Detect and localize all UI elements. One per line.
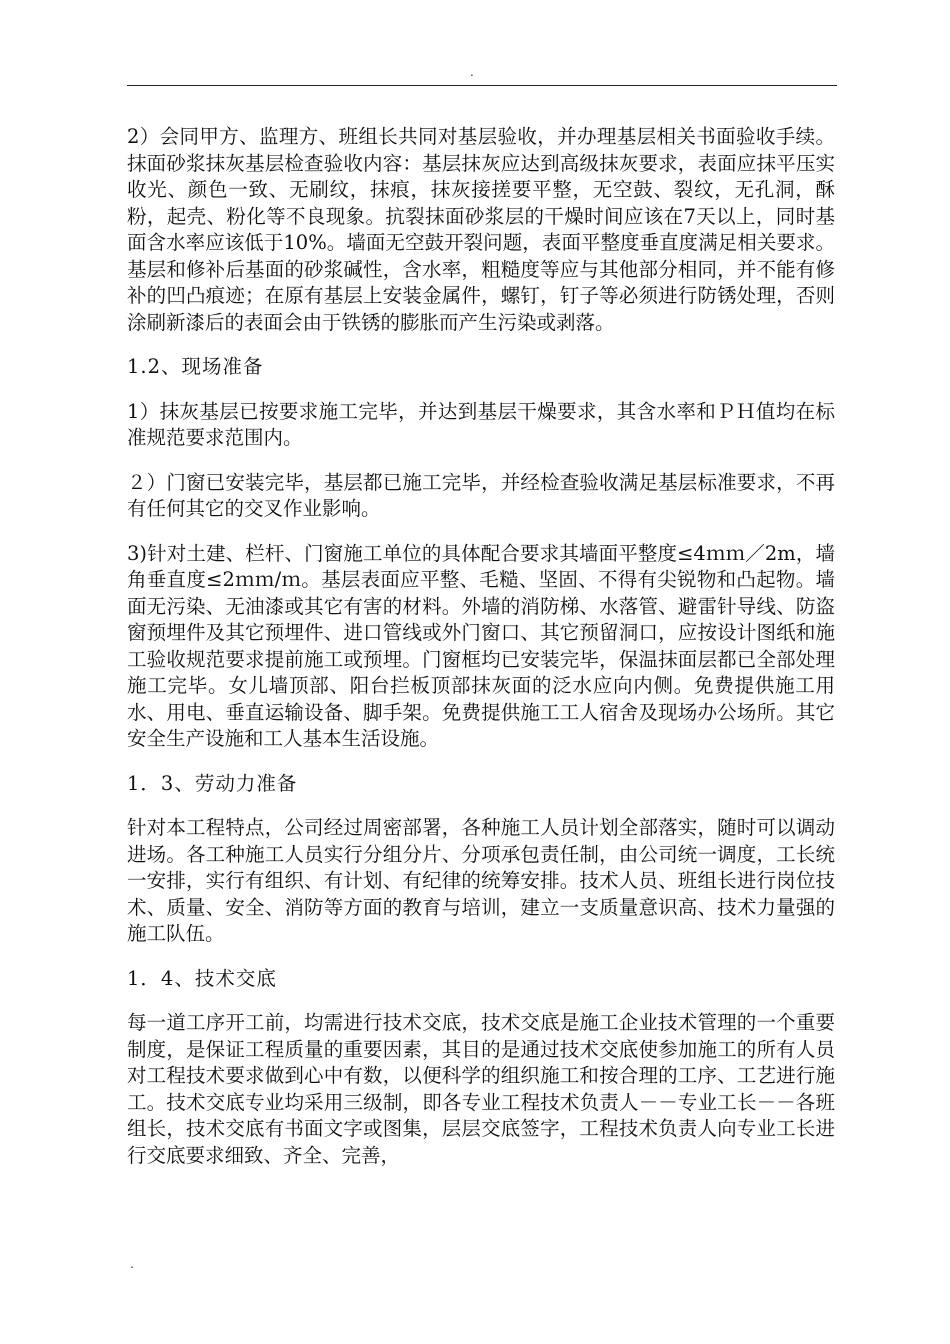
paragraph-coordination: 3)针对土建、栏杆、门窗施工单位的具体配合要求其墙面平整度≤4ｍｍ／2m，墙角垂直度≤2ｍｍ/ｍ。基层表面应平整、毛糙、坚固、不得有尖锐物和凸起物。墙面无污染、无油漆或其它有害的材料。外墙的消防梯、水落管、避雷针导线、防盗窗预埋件及其它预埋件、进口管线或外门窗口、其它预留洞口，应按设计图纸和施工验收规范要求提前施工或预埋。门窗框均已安装完毕，保温抹面层都已全部处理施工完毕。女儿墙顶部、阳台拦板顶部抹灰面的泛水应向内侧。免费提供施工用水、用电、垂直运输设备、脚手架。免费提供施工工人宿舍及现场办公场所。其它安全生产设施和工人基本生活设施。 — [127, 541, 835, 750]
header-rule — [127, 85, 837, 86]
paragraph-technical-briefing: 每一道工序开工前，均需进行技术交底，技术交底是施工企业技术管理的一个重要制度，是保证工程质量的重要因素，其目的是通过技术交底使参加施工的所有人员对工程技术要求做到心中有数，以便科学的组织施工和按合理的工序、工艺进行施工。技术交底专业均采用三级制，即各专业工程技术负责人－－专业工长－－各班组长，技术交底有书面文字或图集，层层交底签字，工程技术负责人向专业工长进行交底要求细致、齐全、完善， — [127, 1011, 835, 1167]
section-heading-site-preparation: 1.2、现场准备 — [127, 355, 264, 378]
paragraph-labor: 针对本工程特点，公司经过周密部署，各种施工人员计划全部落实，随时可以调动进场。各工种施工人员实行分组分片、分项承包责任制，由公司统一调度，工长统一安排，实行有组织、有计划、有纪律的统筹安排。技术人员、班组长进行岗位技术、质量、安全、消防等方面的教育与培训，建立一支质量意识高、技术力量强的施工队伍。 — [127, 816, 835, 945]
document-body — [127, 124, 835, 1169]
paragraph-base-layer: 1）抹灰基层已按要求施工完毕，并达到基层干燥要求，其含水率和ＰＨ值均在标准规范要求范围内。 — [127, 399, 835, 449]
footer-mark: . — [130, 1257, 134, 1271]
paragraph-doors-windows: ２）门窗已安装完毕，基层都已施工完毕，并经检查验收满足基层标准要求，不再有任何其它的交叉作业影响。 — [127, 470, 835, 520]
section-heading-labor-preparation: 1．3、劳动力准备 — [127, 771, 298, 795]
header-mark: . — [470, 65, 474, 79]
paragraph-acceptance: 2）会同甲方、监理方、班组长共同对基层验收，并办理基层相关书面验收手续。抹面砂浆抹灰基层检查验收内容：基层抹灰应达到高级抹灰要求，表面应抹平压实收光、颜色一致、无刷纹，抹痕，抹灰接搓要平整，无空鼓、裂纹，无孔洞，酥粉，起壳、粉化等不良现象。抗裂抹面砂浆层的干燥时间应该在7天以上，同时基面含水率应该低于10%。墙面无空鼓开裂问题，表面平整度垂直度满足相关要求。基层和修补后基面的砂浆碱性，含水率，粗糙度等应与其他部分相同，并不能有修补的凹凸痕迹；在原有基层上安装金属件，螺钉，钉子等必须进行防锈处理，否则涂刷新漆后的表面会由于铁锈的膨胀而产生污染或剥落。 — [127, 125, 835, 334]
section-heading-technical-briefing: 1．4、技术交底 — [127, 966, 277, 990]
